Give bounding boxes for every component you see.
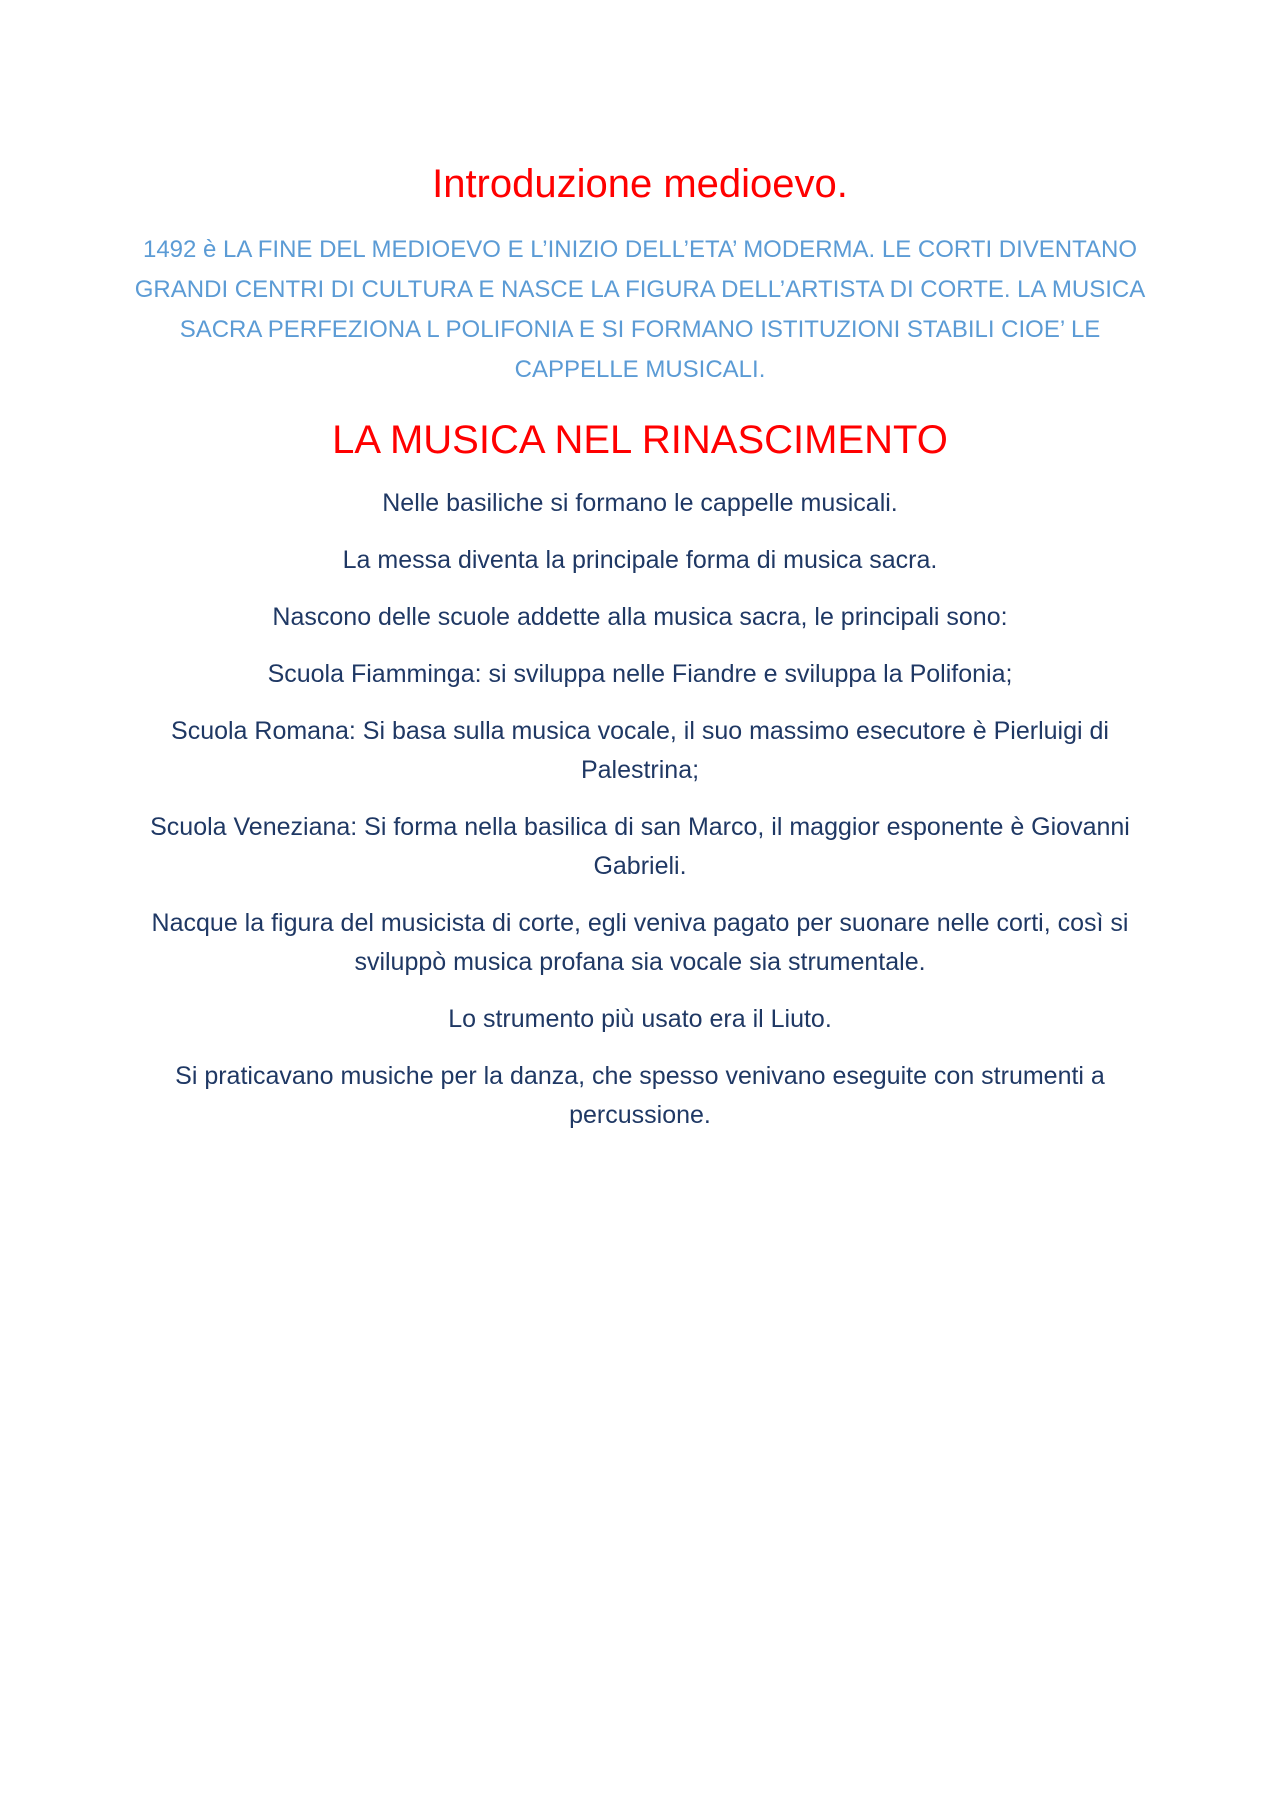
paragraph-messa: La messa diventa la principale forma di musica sacra. — [342, 546, 938, 574]
paragraph-danza: Si praticavano musiche per la danza, che spesso venivano eseguite con strumenti a percussione. — [175, 1062, 1105, 1129]
paragraph-scuola-fiamminga: Scuola Fiamminga: si sviluppa nelle Fiandre e sviluppa la Polifonia; — [267, 660, 1013, 688]
paragraph-scuola-veneziana: Scuola Veneziana: Si forma nella basilica di san Marco, il maggior esponente è Giovanni Gabrieli. — [150, 813, 1130, 880]
document-title: Introduzione medioevo. — [432, 162, 848, 206]
paragraph-liuto: Lo strumento più usato era il Liuto. — [448, 1005, 832, 1033]
paragraph-scuola-romana: Scuola Romana: Si basa sulla musica vocale, il suo massimo esecutore è Pierluigi di Palestrina; — [171, 717, 1109, 784]
intro-paragraph: 1492 è LA FINE DEL MEDIOEVO E L’INIZIO DELL’ETA’ MODERMA. LE CORTI DIVENTANO GRANDI CENTRI DI CULTURA E NASCE LA FIGURA DELL’ARTISTA DI CORTE. LA MUSICA SACRA PERFEZIONA L POLIFONIA E SI FORMANO ISTITUZIONI STABILI CIOE’ LE CAPPELLE MUSICALI. — [134, 236, 1146, 383]
paragraph-basiliche: Nelle basiliche si formano le cappelle musicali. — [382, 489, 898, 517]
section-title: LA MUSICA NEL RINASCIMENTO — [332, 418, 948, 462]
paragraph-scuole: Nascono delle scuole addette alla musica sacra, le principali sono: — [272, 603, 1008, 631]
paragraph-musicista-corte: Nacque la figura del musicista di corte, egli veniva pagato per suonare nelle corti, così si sviluppò musica profana sia vocale sia strumentale. — [151, 909, 1129, 976]
